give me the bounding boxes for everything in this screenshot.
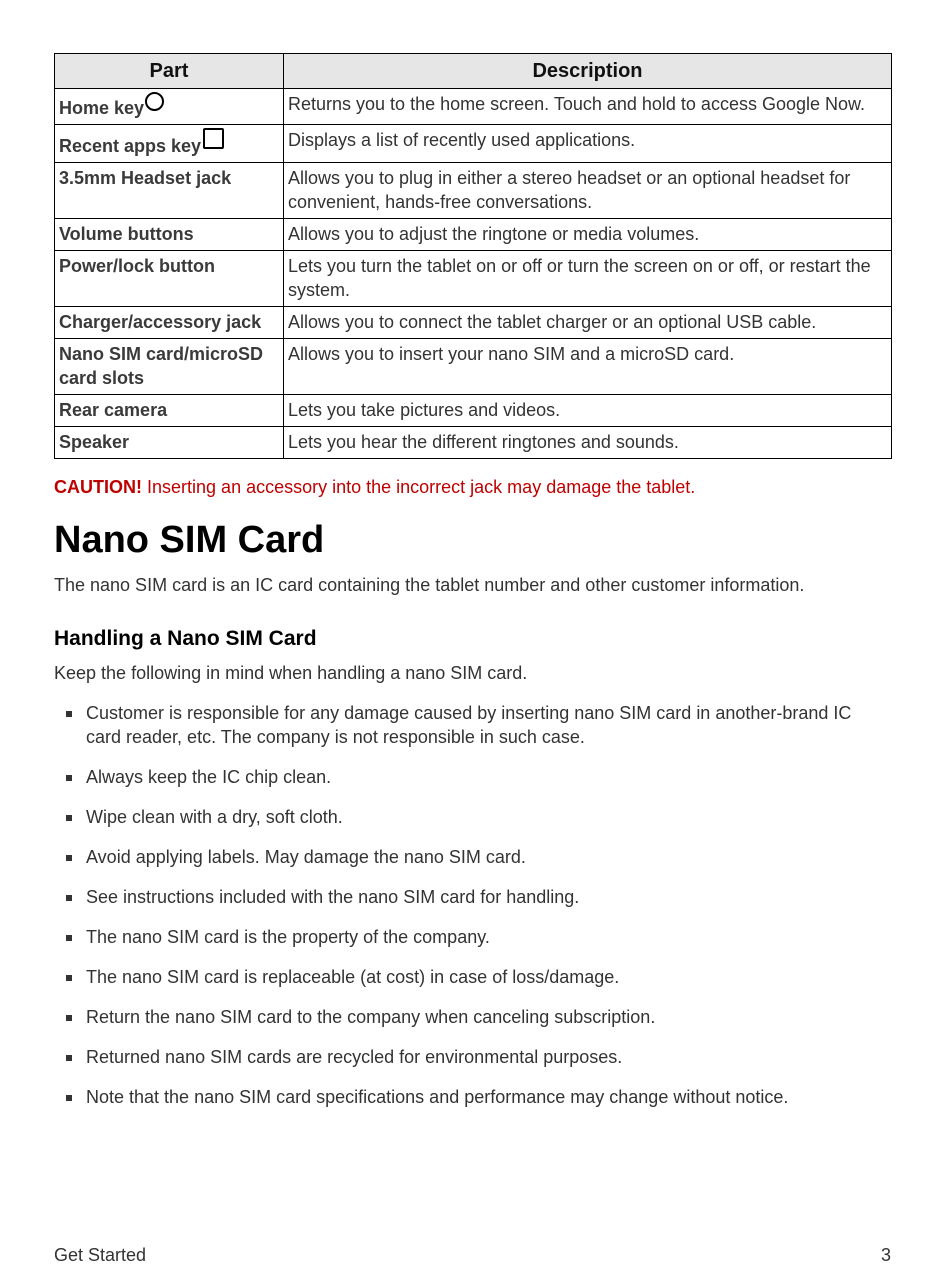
- subsection-title: Handling a Nano SIM Card: [54, 627, 317, 650]
- list-item-text: Note that the nano SIM card specifications and performance may change without notice.: [86, 1087, 789, 1107]
- list-item: [54, 965, 891, 989]
- description-cell: Allows you to adjust the ringtone or media volumes.: [284, 219, 892, 251]
- part-cell: [55, 339, 284, 395]
- list-item: [54, 701, 891, 749]
- part-name: Home key: [59, 98, 145, 118]
- list-item: [54, 1085, 891, 1109]
- list-item: [54, 1005, 891, 1029]
- caution-label: CAUTION!: [54, 477, 142, 497]
- square-bullet-icon: [66, 1055, 72, 1061]
- table-row: [55, 251, 892, 307]
- description-cell: Lets you turn the tablet on or off or turn the screen on or off, or restart the system.: [284, 251, 892, 307]
- section-title: Nano SIM Card: [54, 519, 325, 561]
- list-item-text: The nano SIM card is the property of the company.: [86, 927, 490, 947]
- part-name: Power/lock button: [59, 256, 216, 276]
- parts-table: [54, 53, 892, 459]
- description-cell: Lets you take pictures and videos.: [284, 395, 892, 427]
- part-name: Volume buttons: [59, 224, 194, 244]
- subsection-lead: Keep the following in mind when handling a nano SIM card.: [54, 663, 528, 683]
- table-row: [55, 163, 892, 219]
- part-cell: [55, 125, 284, 163]
- table-row: [55, 427, 892, 459]
- description-cell: Displays a list of recently used applications.: [284, 125, 892, 163]
- square-bullet-icon: [66, 815, 72, 821]
- list-item: [54, 805, 891, 829]
- square-bullet-icon: [66, 711, 72, 717]
- circle-icon: [145, 92, 164, 111]
- part-cell: [55, 395, 284, 427]
- square-bullet-icon: [66, 975, 72, 981]
- caution-text: Inserting an accessory into the incorrect jack may damage the tablet.: [147, 477, 696, 497]
- list-item-text: Wipe clean with a dry, soft cloth.: [86, 807, 343, 827]
- table-row: [55, 339, 892, 395]
- document-page: [54, 53, 891, 1125]
- part-cell: [55, 163, 284, 219]
- part-cell: [55, 219, 284, 251]
- bullet-list: [54, 701, 891, 1109]
- list-item: [54, 1045, 891, 1069]
- list-item: [54, 885, 891, 909]
- column-header-description: Description: [284, 54, 892, 89]
- table-header-row: [55, 54, 892, 89]
- part-name: Nano SIM card/microSD card slots: [59, 344, 264, 388]
- square-bullet-icon: [66, 1095, 72, 1101]
- list-item-text: Return the nano SIM card to the company when canceling subscription.: [86, 1007, 656, 1027]
- list-item-text: Returned nano SIM cards are recycled for environmental purposes.: [86, 1047, 623, 1067]
- part-cell: [55, 251, 284, 307]
- list-item: [54, 765, 891, 789]
- square-bullet-icon: [66, 1015, 72, 1021]
- part-name: Charger/accessory jack: [59, 312, 262, 332]
- square-icon: [203, 128, 224, 149]
- table-row: [55, 125, 892, 163]
- list-item-text: Avoid applying labels. May damage the nano SIM card.: [86, 847, 526, 867]
- table-row: [55, 307, 892, 339]
- square-bullet-icon: [66, 775, 72, 781]
- description-cell: Returns you to the home screen. Touch and hold to access Google Now.: [284, 89, 892, 125]
- part-cell: [55, 307, 284, 339]
- description-cell: Allows you to insert your nano SIM and a microSD card.: [284, 339, 892, 395]
- list-item-text: Always keep the IC chip clean.: [86, 767, 332, 787]
- list-item-text: Customer is responsible for any damage caused by inserting nano SIM card in another-brand IC card reader, etc. The company is not responsible in such case.: [86, 703, 852, 747]
- column-header-part: Part: [55, 54, 284, 89]
- part-cell: [55, 427, 284, 459]
- list-item: [54, 845, 891, 869]
- table-row: [55, 89, 892, 125]
- part-name: Recent apps key: [59, 136, 202, 156]
- description-cell: Allows you to plug in either a stereo headset or an optional headset for convenient, hands-free conversations.: [284, 163, 892, 219]
- description-cell: Allows you to connect the tablet charger or an optional USB cable.: [284, 307, 892, 339]
- section-intro: The nano SIM card is an IC card containing the tablet number and other customer information.: [54, 575, 805, 595]
- table-row: [55, 219, 892, 251]
- footer-section-name: Get Started: [54, 1245, 147, 1265]
- list-item-text: See instructions included with the nano SIM card for handling.: [86, 887, 580, 907]
- part-cell: [55, 89, 284, 125]
- caution-note: [54, 475, 891, 499]
- table-row: [55, 395, 892, 427]
- description-cell: Lets you hear the different ringtones and sounds.: [284, 427, 892, 459]
- square-bullet-icon: [66, 855, 72, 861]
- square-bullet-icon: [66, 895, 72, 901]
- list-item: [54, 925, 891, 949]
- list-item-text: The nano SIM card is replaceable (at cost) in case of loss/damage.: [86, 967, 620, 987]
- footer-page-number: 3: [880, 1245, 891, 1265]
- part-name: 3.5mm Headset jack: [59, 168, 232, 188]
- part-name: Speaker: [59, 432, 130, 452]
- square-bullet-icon: [66, 935, 72, 941]
- part-name: Rear camera: [59, 400, 168, 420]
- table-body: [55, 89, 892, 459]
